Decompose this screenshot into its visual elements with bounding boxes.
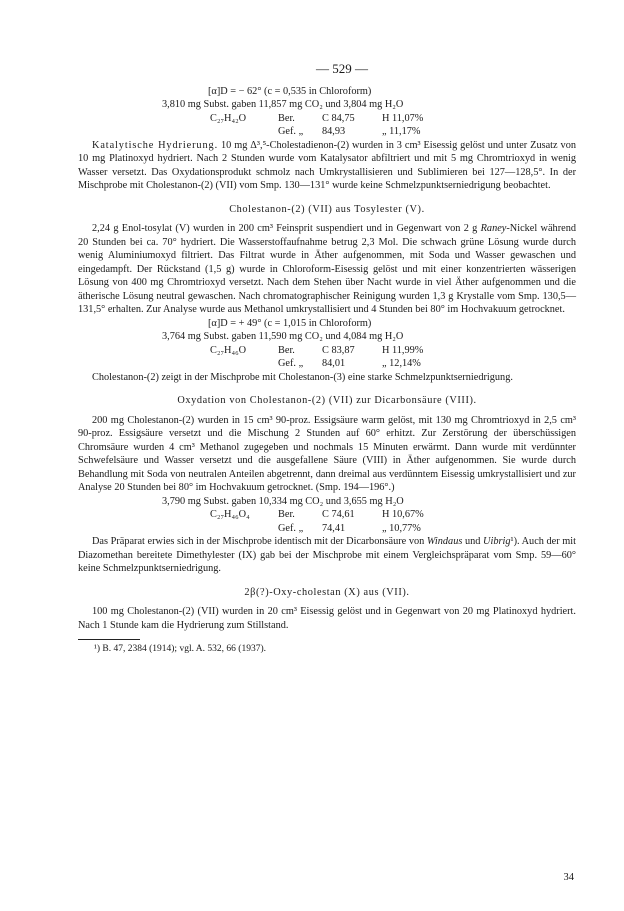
article-body	[78, 85, 576, 633]
analysis-carbon: C 84,75	[322, 112, 355, 124]
analysis-formula: C₂₇H₄₂O	[210, 112, 247, 124]
analysis-hydrogen: „ 12,14%	[382, 358, 421, 369]
analysis-carbon: C 83,87	[322, 344, 355, 356]
paragraph-lead: Katalytische Hydrierung.	[92, 139, 219, 151]
paragraph-text: 10 mg Δ³,⁵-Cholestadienon-(2) wurden in 3 cm³ Eisessig gelöst und unter Zusatz von 10 mg Platinoxyd hydriert. Nach 2 Stunden wurde vom Katalysator abfiltriert und mit 5 mg Chromtrioxyd in wenig Wasser versetzt. Das Oxydationsprodukt schmolz nach Umkrystallisieren und Sublimieren bei 127—128,5°. In der Mischprobe mit Cholestanon-(2) (VII) vom Smp. 130—131° wurde keine Schmelzpunktserniedrigung beobachtet.	[78, 139, 576, 191]
analysis-kind: Gef. „	[278, 358, 304, 369]
analysis-formula: C₂₇H₄₆O	[210, 344, 247, 356]
author-name: Raney	[480, 223, 507, 234]
analysis-hydrogen: „ 10,77%	[382, 522, 421, 534]
section-heading: Cholestanon-(2) (VII) aus Tosylester (V).	[229, 203, 425, 215]
paragraph-text: -Nickel während 20 Stunden bei ca. 70° hydriert. Die Wasserstoffaufnahme betrug 2,3 Mol. Die schwach grüne Lösung wurde durch wenig Aluminiumoxyd filtriert. Das Filtrat wurde in Äther aufgenommen, mit Soda und Wasser gewaschen und eingedampft. Der Rückstand (1,5 g) wurde in Chloroform-Eisessig gelöst und mit einer konzentrierten wässerigen Lösung von 400 mg Chromtrioxyd versetzt. Nach dem Stehen über Nacht wurde in viel Äther aufgenommen und die ätherische Lösung neutral gewaschen. Nach chromatographischer Reinigung wurden 1,3 g Krystalle vom Smp. 130,5—131,5° erhalten. Zur Analyse wurde aus Methanol umkrystallisiert und 4 Stunden bei 80° im Hochvakuum getrocknet.	[78, 223, 576, 315]
paragraph	[78, 414, 576, 495]
equation-line: [α]D = − 62° (c = 0,535 in Chloroform)	[208, 85, 372, 97]
analysis-line	[78, 112, 576, 126]
analysis-carbon: C 74,61	[322, 509, 355, 520]
analysis-kind: Gef. „	[278, 126, 304, 137]
section-heading: Oxydation von Cholestanon-(2) (VII) zur Dicarbonsäure (VIII).	[177, 395, 477, 406]
analysis-line	[78, 344, 576, 358]
analysis-kind: Ber.	[278, 509, 295, 520]
paragraph	[78, 535, 576, 576]
equation-line: 3,790 mg Subst. gaben 10,334 mg CO₂ und 3,655 mg H₂O	[162, 495, 404, 507]
paragraph	[78, 605, 576, 632]
paragraph-text: 2,24 g Enol-tosylat (V) wurden in 200 cm³ Feinsprit suspendiert und in Gegenwart von 2 g	[92, 223, 481, 234]
analysis-kind: Ber.	[278, 112, 295, 124]
analysis-carbon: 74,41	[322, 522, 346, 534]
analysis-hydrogen: H 10,67%	[382, 509, 424, 520]
page-number: — 529 —	[316, 61, 368, 76]
analysis-formula	[210, 357, 278, 371]
footnote-rule	[78, 639, 140, 640]
analysis-formula	[210, 125, 278, 139]
analysis-kind: Ber.	[278, 344, 295, 356]
author-name: Uibrig	[483, 536, 511, 547]
analysis-line	[78, 125, 576, 139]
signature-mark: 34	[563, 872, 574, 883]
analysis-hydrogen: H 11,07%	[382, 112, 424, 124]
analysis-hydrogen: „ 11,17%	[382, 126, 421, 137]
paragraph	[78, 139, 576, 193]
paragraph-text: 200 mg Cholestanon-(2) wurden in 15 cm³ 90-proz. Essigsäure warm gelöst, mit 130 mg Chromtrioxyd in 2,5 cm³ 90-proz. Essigsäure versetzt und die Mischung 2 Stunden auf 60° erhitzt. Zur Zerstörung der überschüssigen Chromsäure wurden 4 cm³ Methanol zugegeben und nochmals 15 Minuten erwärmt. Dann wurde mit verdünnter Schwefelsäure und Wasser versetzt und die ausgefallene Säure (VIII) in Äther aufgenommen. Sie wurde durch Behandlung mit Soda von neutralen Anteilen abgetrennt, dann dreimal aus verdünntem Eisessig umkrystallisiert und zur Analyse 20 Stunden bei 80° im Hochvakuum getrocknet. (Smp. 194—196°.)	[78, 414, 576, 493]
analysis-hydrogen: H 11,99%	[382, 344, 424, 356]
section-heading: 2β(?)-Oxy-cholestan (X) aus (VII).	[244, 586, 410, 598]
equation-line: 3,810 mg Subst. gaben 11,857 mg CO₂ und 3,804 mg H₂O	[162, 99, 404, 110]
analysis-line	[78, 508, 576, 522]
analysis-carbon: 84,01	[322, 358, 346, 369]
paragraph-text: ¹). Auch der mit Diazomethan bereitete Dimethylester (IX) gab bei der Mischprobe mit einem Vergleichspräparat vom Smp. 59—60° keine Schmelzpunktserniedrigung.	[78, 536, 576, 574]
analysis-formula	[210, 522, 278, 536]
paragraph-text: Cholestanon-(2) zeigt in der Mischprobe mit Cholestanon-(3) eine starke Schmelzpunktserniedrigung.	[92, 371, 513, 383]
paragraph-text: und	[462, 536, 484, 547]
equation-line: [α]D = + 49° (c = 1,015 in Chloroform)	[208, 317, 372, 329]
analysis-line	[78, 357, 576, 371]
analysis-formula: C₂₇H₄₆O₄	[210, 509, 250, 520]
analysis-kind: Gef. „	[278, 522, 304, 534]
equation-line: 3,764 mg Subst. gaben 11,590 mg CO₂ und 4,084 mg H₂O	[162, 331, 404, 342]
author-name: Windaus	[426, 536, 463, 547]
paragraph-text: Das Präparat erwies sich in der Mischprobe identisch mit der Dicarbonsäure von	[92, 536, 427, 547]
paragraph	[78, 222, 576, 317]
analysis-line	[78, 522, 576, 536]
analysis-carbon: 84,93	[322, 126, 346, 137]
paragraph	[78, 371, 576, 385]
paragraph-text: 100 mg Cholestanon-(2) (VII) wurden in 20 cm³ Eisessig gelöst und in Gegenwart von 20 mg Platinoxyd hydriert. Nach 1 Stunde kam die Hydrierung zum Stillstand.	[78, 606, 576, 631]
footnote: ¹) B. 47, 2384 (1914); vgl. A. 532, 66 (1937).	[94, 644, 266, 654]
